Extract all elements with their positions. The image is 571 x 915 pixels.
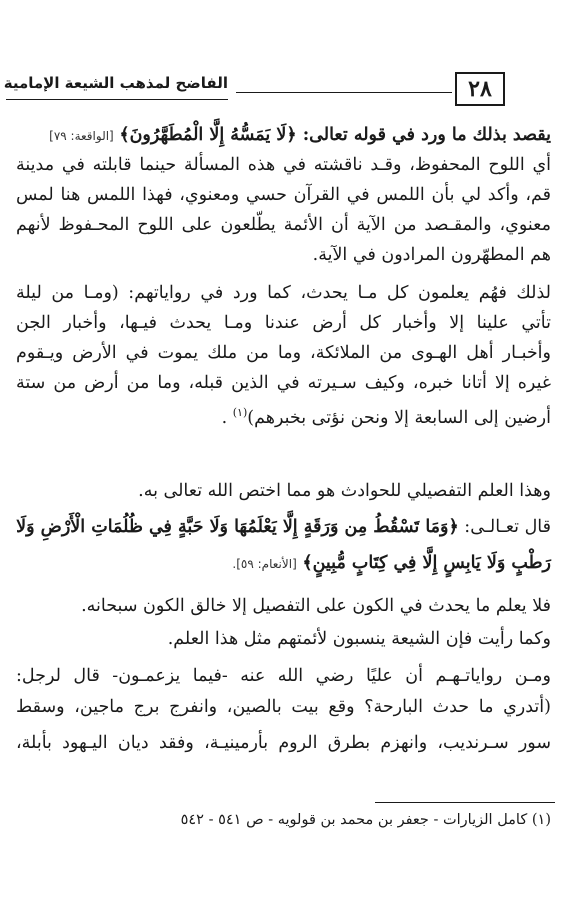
quran-verse-waqia: ﴿لَا يَمَسُّهُ إِلَّا الْمُطَهَّرُونَ﴾ [119,125,297,145]
line-8: وأخبـار أهل الهـوى من الملائكة، وما من ملك يموت في الأرض ويـقوم [16,343,551,363]
line-14: فلا يعلم ما يحدث في الكون على التفصيل إلا خالق الكون سبحانه. [81,596,551,616]
line-11: وهذا العلم التفصيلي للحوادث هو مما اختص الله تعالى به. [138,481,551,501]
line-17: (أتدري ما حدث البارحة؟ وقع بيت بالصين، وانفرج برج ماجين، وسقط [16,697,551,717]
footnote-rule [375,802,555,803]
p1-intro: يقصد بذلك ما ورد في قوله تعالى: [296,125,551,145]
line-13 [16,548,551,578]
footnote: (١) كامل الزيارات - جعفر بن محمد بن قولويه - ص ٥٤١ - ٥٤٢ [180,812,551,828]
line-10: أرضين إلى السابعة إلا ونحن نؤتى بخبرهم)$^{(١)}$ . [221,406,551,428]
line-5: هم المطهّرون المرادون في الآية. [312,245,551,265]
line-4: معنوي، والمقـصد من الآية أن الأئمة يطّلعون على اللوح المحـفوظ لأنهم [16,215,551,235]
p2-last-text: أرضين إلى السابعة إلا ونحن نؤتى بخبرهم) [247,407,551,428]
line-12 [16,512,551,542]
line-18: سور سـرنديب، وانهزم بطرق الروم بأرمينيـة، وفقد ديان اليـهود بأبلة، [16,733,551,753]
line-16: ومـن رواياتـهـم أن عليًا رضي الله عنه -فيما يزعمـون- قال لرجل: [16,666,551,686]
page-number-text: ٢٨ [468,76,492,102]
line-1 [16,120,551,150]
line-2: أي اللوح المحفوظ، وقـد ناقشته في هذه المسألة حينما قابلته في مدينة [16,155,551,175]
footnote-marker: (١) [232,406,248,419]
p4-intro: قال تعـالـى: [458,517,551,537]
verse-ref-anam: [الأنعام: ٥٩]. [232,557,297,571]
quran-verse-anam-part1: ﴿وَمَا تَسْقُطُ مِن وَرَقَةٍ إِلَّا يَعْلَمُهَا وَلَا حَبَّةٍ فِي ظُلُمَاتِ الْأَرْضِ وَلَا [16,517,459,537]
line-15: وكما رأيت فإن الشيعة ينسبون لأئمتهم مثل هذا العلم. [167,629,551,649]
verse-ref-waqia: [الواقعة: ٧٩] [49,129,114,143]
line-3: قم، وأكد لي بأن اللمس في القرآن حسي ومعنوي، فهذا اللمس هنا لمس [16,185,551,205]
quran-verse-anam-part2: رَطْبٍ وَلَا يَابِسٍ إِلَّا فِي كِتَابٍ مُّبِينٍ﴾ [302,553,551,573]
header-rule-left [6,99,228,100]
header-rule-right [236,92,452,93]
line-7: تأتي علينا إلا وأخبار كل أرض عندنا ومـا يحدث فيـها، وأخبار الجن [16,313,551,333]
page-number [455,72,505,106]
line-6: لذلك فهُم يعلمون كل مـا يحدث، كما ورد في رواياتهم: (ومـا من ليلة [16,283,551,303]
running-title: الفاضح لمذهب الشيعة الإمامية [3,74,228,92]
line-9: غيره إلا أتانا خبره، وكيف سـيرته في الذين قبله، وما من أرض من ستة [16,373,551,393]
